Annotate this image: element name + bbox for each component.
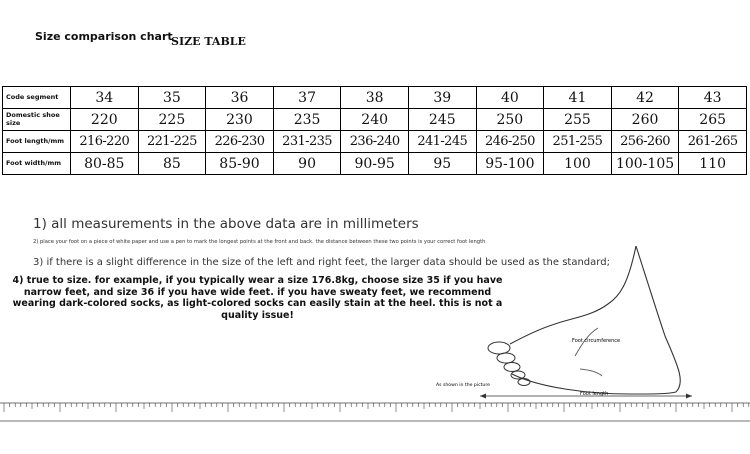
table-cell: 85 bbox=[138, 153, 206, 175]
table-cell: 260 bbox=[611, 109, 679, 131]
note-true-to-size: 4) true to size. for example, if you typically wear a size 176.8kg, choose size 35 if you have narrow feet, and size 36 if you have wide feet. if you have sweaty feet, we recommend wearing dark-colored socks, as light-colored socks can easily stain at the heel. this is not a quality issue! bbox=[12, 275, 503, 321]
table-cell: 225 bbox=[138, 109, 206, 131]
table-cell: 85-90 bbox=[206, 153, 274, 175]
table-cell: 251-255 bbox=[544, 131, 612, 153]
table-cell: 35 bbox=[138, 87, 206, 109]
row-label: Foot length/mm bbox=[3, 131, 71, 153]
table-row bbox=[3, 153, 747, 175]
table-cell: 236-240 bbox=[341, 131, 409, 153]
table-row bbox=[3, 131, 747, 153]
ruler-icon bbox=[0, 402, 750, 422]
table-cell: 265 bbox=[679, 109, 747, 131]
table-cell: 95-100 bbox=[476, 153, 544, 175]
table-cell: 231-235 bbox=[273, 131, 341, 153]
table-cell: 41 bbox=[544, 87, 612, 109]
chart-heading: Size comparison chart bbox=[35, 30, 173, 43]
table-cell: 261-265 bbox=[679, 131, 747, 153]
table-cell: 256-260 bbox=[611, 131, 679, 153]
note-measurement-units: 1) all measurements in the above data are in millimeters bbox=[33, 216, 419, 232]
table-cell: 34 bbox=[71, 87, 139, 109]
table-cell: 40 bbox=[476, 87, 544, 109]
table-cell: 245 bbox=[408, 109, 476, 131]
circumference-label: Foot circumference bbox=[572, 338, 621, 344]
table-cell: 95 bbox=[408, 153, 476, 175]
table-cell: 43 bbox=[679, 87, 747, 109]
table-cell: 230 bbox=[206, 109, 274, 131]
illustration-caption: As shown in the picture bbox=[436, 383, 490, 388]
row-label: Domestic shoe size bbox=[3, 109, 71, 131]
note-left-right-difference: 3) if there is a slight difference in the size of the left and right feet, the larger data should be used as the standard; bbox=[33, 257, 610, 268]
size-table-heading: SIZE TABLE bbox=[171, 35, 246, 48]
table-cell: 241-245 bbox=[408, 131, 476, 153]
table-row bbox=[3, 109, 747, 131]
table-row bbox=[3, 87, 747, 109]
table-cell: 100 bbox=[544, 153, 612, 175]
table-cell: 246-250 bbox=[476, 131, 544, 153]
foot-outline-icon bbox=[430, 244, 740, 402]
size-table bbox=[2, 86, 747, 175]
table-cell: 90-95 bbox=[341, 153, 409, 175]
table-cell: 110 bbox=[679, 153, 747, 175]
table-cell: 36 bbox=[206, 87, 274, 109]
table-cell: 240 bbox=[341, 109, 409, 131]
table-cell: 38 bbox=[341, 87, 409, 109]
table-cell: 100-105 bbox=[611, 153, 679, 175]
table-cell: 255 bbox=[544, 109, 612, 131]
table-cell: 39 bbox=[408, 87, 476, 109]
length-label: Foot length bbox=[580, 391, 609, 397]
row-label: Code segment bbox=[3, 87, 71, 109]
table-cell: 226-230 bbox=[206, 131, 274, 153]
table-cell: 235 bbox=[273, 109, 341, 131]
table-cell: 37 bbox=[273, 87, 341, 109]
table-cell: 42 bbox=[611, 87, 679, 109]
table-cell: 220 bbox=[71, 109, 139, 131]
table-cell: 80-85 bbox=[71, 153, 139, 175]
note-how-to-measure: 2) place your foot on a piece of white paper and use a pen to mark the longest points at the front and back. the distance between these two points is your correct foot length bbox=[33, 239, 486, 245]
table-cell: 221-225 bbox=[138, 131, 206, 153]
table-cell: 90 bbox=[273, 153, 341, 175]
table-cell: 250 bbox=[476, 109, 544, 131]
row-label: Foot width/mm bbox=[3, 153, 71, 175]
table-cell: 216-220 bbox=[71, 131, 139, 153]
